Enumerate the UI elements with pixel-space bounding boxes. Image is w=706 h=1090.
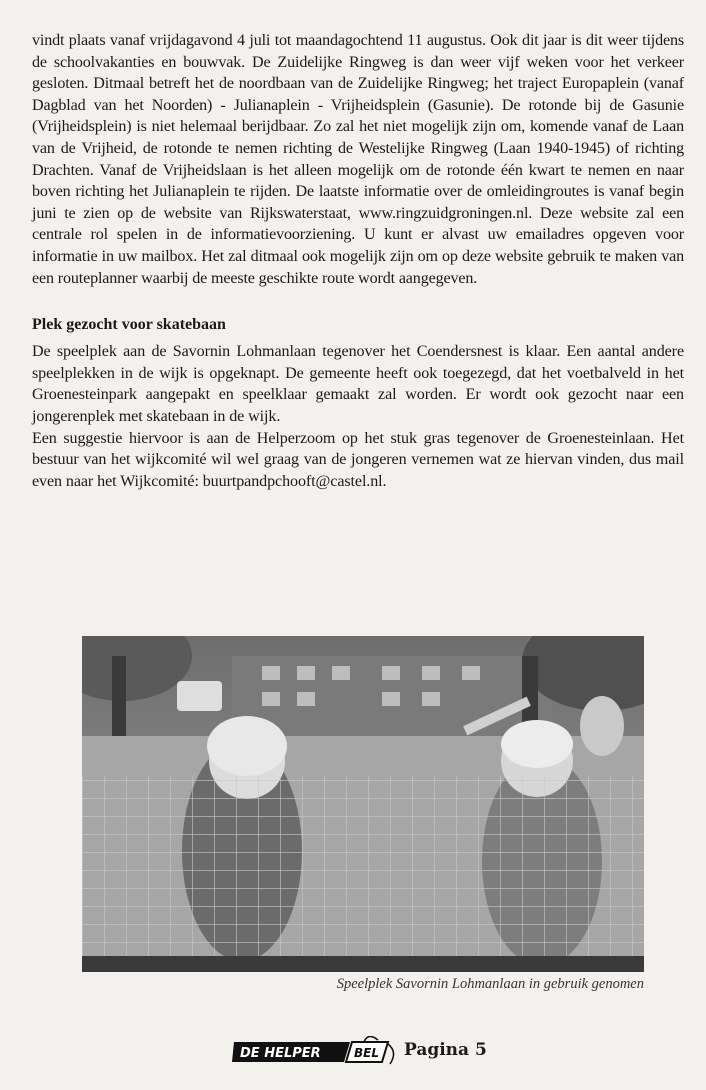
intro-paragraph: vindt plaats vanaf vrijdagavond 4 juli tot maandagochtend 11 augustus. Ook dit jaar is dit weer tijdens de schoolvakanties en bouwvak. De Zuidelijke Ringweg is dan weer vijf weken voor het verkeer gesloten. Ditmaal betreft het de noordbaan van de Zuidelijke Ringweg; het traject Europaplein (vanaf Dagblad van het Noorden) - Julianaplein - Vrijheidsplein (Gasunie). De rotonde bij de Gasunie (Vrijheidsplein) is niet helemaal berijdbaar. Zo zal het niet mogelijk zijn om, komende vanaf de Laan van de Vrijheid, de rotonde te nemen richting de Westelijke Ringweg (Laan 1940-1945) of richting Drachten. Vanaf de Vrijheidslaan is het alleen mogelijk om de rotonde één kwart te nemen en naar boven richting het Julianaplein te rijden. De laatste informatie over de omleidingroutes is vanaf begin juni te zien op de website van Rijkswaterstaat, www.ringzuidgroningen.nl. Deze website zal een centrale rol spelen in de informatievoorziening. U kunt er alvast uw emailadres opgeven voor informatie in uw mailbox. Het zal ditmaal ook mogelijk zijn om op deze website gebruik te maken van een routeplanner waarbij de meeste geschikte route wordt aangegeven. — [32, 32, 684, 287]
photo-caption: Speelplek Savornin Lohmanlaan in gebruik genomen — [336, 976, 644, 992]
section-paragraph-2: Een suggestie hiervoor is aan de Helperzoom op het stuk gras tegenover de Groenesteinlaan. Het bestuur van het wijkcomité wil wel graag van de jongeren vernemen wat ze hiervan vinden, dus mail even naar het Wijkcomité: buurtpandpchooft@castel.nl. — [32, 429, 684, 490]
logo-text-bel: BEL — [354, 1046, 379, 1060]
section-body — [32, 341, 684, 492]
page-number: Pagina 5 — [404, 1040, 487, 1060]
logo-text-main: DE HELPER — [240, 1046, 321, 1061]
section-paragraph-1: De speelplek aan de Savornin Lohmanlaan tegenover het Coendersnest is klaar. Een aantal andere speelplekken in de wijk is opgeknapt. De gemeente heeft ook toegezegd, dat het voetbalveld in het Groenesteinpark aangepakt en speelklaar gemaakt zal worden. Er wordt ook gezocht naar een jongerenplek met skatebaan in de wijk. — [32, 343, 684, 425]
playground-photo — [82, 636, 644, 972]
section-heading: Plek gezocht voor skatebaan — [32, 316, 226, 334]
page-footer — [0, 1030, 706, 1070]
helper-bel-logo — [232, 1036, 402, 1066]
article-page — [32, 30, 684, 492]
playground-photo-illustration — [82, 636, 644, 972]
